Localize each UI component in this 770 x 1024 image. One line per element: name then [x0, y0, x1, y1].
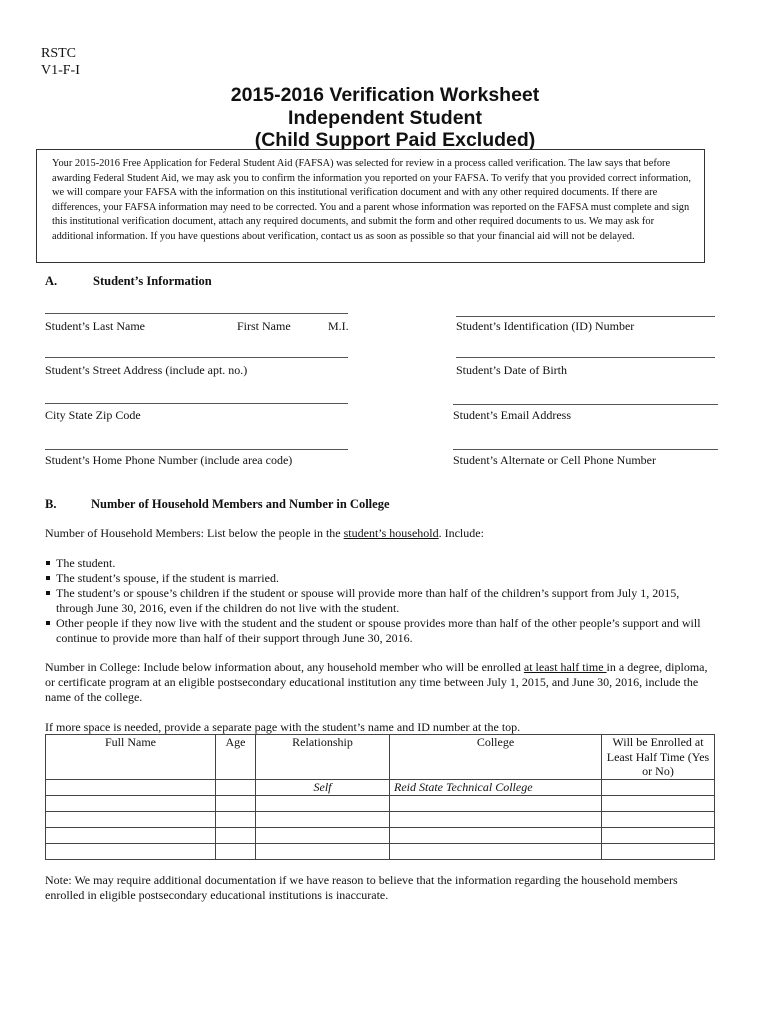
cell-relationship[interactable] — [256, 812, 390, 828]
first-name-label: First Name — [237, 319, 291, 333]
number-in-college-text — [45, 660, 715, 705]
table-row — [46, 828, 715, 844]
college-text-post: in a degree, diploma, or certificate program at an eligible postsecondary educational institution any time between July 1, 2015, and June 30, 2016, include the name of the college. — [45, 660, 708, 704]
table-row — [46, 780, 715, 796]
cell-full-name[interactable] — [46, 812, 216, 828]
cell-college[interactable]: Reid State Technical College — [390, 780, 602, 796]
dob-line[interactable] — [456, 357, 715, 358]
list-item: The student’s spouse, if the student is married. — [45, 571, 715, 586]
cell-enrolled[interactable] — [602, 828, 715, 844]
verification-notice-text: Your 2015-2016 Free Application for Federal Student Aid (FAFSA) was selected for review in a process called verification. The law says that before awarding Federal Student Aid, we may ask you to confirm the information you reported on your FAFSA. To verify that you provided correct information, we will compare your FAFSA with the information on this institutional verification document and with any other required documents. If there are differences, your FAFSA information may need to be corrected. You and a parent whose information was reported on the FAFSA must complete and sign this institutional verification document, attach any required documents, and submit the form and other required documents to us. We may ask for additional information. If you have questions about verification, contact us as soon as possible so that your financial aid will not be delayed. — [52, 158, 691, 242]
cell-relationship[interactable]: Self — [256, 780, 390, 796]
title-child-support: (Child Support Paid Excluded) — [254, 129, 536, 151]
title-student-type: Independent Student — [288, 107, 482, 129]
cell-college[interactable] — [390, 828, 602, 844]
verification-notice-box — [36, 149, 705, 263]
email-label: Student’s Email Address — [453, 408, 571, 422]
section-b-title: Number of Household Members and Number in College — [91, 497, 390, 511]
street-address-line[interactable] — [45, 357, 348, 358]
cell-full-name[interactable] — [46, 844, 216, 860]
cell-relationship[interactable] — [256, 844, 390, 860]
cell-relationship[interactable] — [256, 796, 390, 812]
cell-age[interactable] — [216, 796, 256, 812]
cell-enrolled[interactable] — [602, 796, 715, 812]
section-a-title: Student’s Information — [93, 274, 212, 288]
cell-relationship[interactable] — [256, 828, 390, 844]
footer-note: Note: We may require additional documentation if we have reason to believe that the information regarding the household members enrolled in eligible postsecondary educational institutions is inaccurate. — [45, 873, 678, 902]
cell-enrolled[interactable] — [602, 812, 715, 828]
header-enrolled: Will be Enrolled at Least Half Time (Yes or No) — [602, 735, 715, 780]
table-row — [46, 812, 715, 828]
home-phone-line[interactable] — [45, 449, 348, 450]
home-phone-label: Student’s Home Phone Number (include area code) — [45, 453, 293, 467]
list-item: Other people if they now live with the student and the student or spouse provides more than half of the other people’s support and will continue to provide more than half of their support through June 30, 2016. — [45, 616, 715, 646]
household-bullet-list — [45, 556, 715, 646]
list-item: The student’s or spouse’s children if the student or spouse will provide more than half of the children’s support from July 1, 2015, through June 30, 2016, even if the children do not live with the student. — [45, 586, 715, 616]
header-full-name: Full Name — [46, 735, 216, 780]
list-item: The student. — [45, 556, 715, 571]
student-id-line[interactable] — [456, 316, 715, 317]
table-row — [46, 796, 715, 812]
table-row — [46, 844, 715, 860]
cell-age[interactable] — [216, 812, 256, 828]
household-table — [45, 734, 715, 860]
space-note: If more space is needed, provide a separate page with the student’s name and ID number at the top. — [45, 720, 521, 734]
cell-age[interactable] — [216, 828, 256, 844]
cell-college[interactable] — [390, 812, 602, 828]
student-id-label: Student’s Identification (ID) Number — [456, 319, 635, 333]
section-b-letter: B. — [45, 497, 57, 511]
alt-phone-label: Student’s Alternate or Cell Phone Number — [453, 453, 656, 467]
city-state-zip-line[interactable] — [45, 403, 348, 404]
cell-full-name[interactable] — [46, 828, 216, 844]
header-college: College — [390, 735, 602, 780]
cell-age[interactable] — [216, 780, 256, 796]
college-text-pre: Number in College: Include below information about, any household member who will be enrolled — [45, 660, 524, 674]
household-intro-pre: Number of Household Members: List below the people in the — [45, 526, 344, 540]
college-text-underline: at least half time — [523, 660, 607, 674]
last-name-line[interactable] — [45, 313, 348, 314]
cell-enrolled[interactable] — [602, 844, 715, 860]
section-a-letter: A. — [45, 274, 58, 288]
household-intro-link: student’s household — [343, 526, 439, 540]
cell-enrolled[interactable] — [602, 780, 715, 796]
cell-college[interactable] — [390, 796, 602, 812]
form-code-rstc: RSTC — [41, 46, 77, 61]
header-age: Age — [216, 735, 256, 780]
last-name-label: Student’s Last Name — [45, 319, 145, 333]
cell-age[interactable] — [216, 844, 256, 860]
table-header-row — [46, 735, 715, 780]
cell-full-name[interactable] — [46, 796, 216, 812]
title-worksheet: 2015-2016 Verification Worksheet — [230, 84, 540, 106]
cell-full-name[interactable] — [46, 780, 216, 796]
cell-college[interactable] — [390, 844, 602, 860]
email-line[interactable] — [453, 404, 718, 405]
mi-label: M.I. — [328, 319, 349, 333]
city-state-zip-label: City State Zip Code — [45, 408, 141, 422]
alt-phone-line[interactable] — [453, 449, 718, 450]
street-address-label: Student’s Street Address (include apt. no.) — [45, 363, 248, 377]
dob-label: Student’s Date of Birth — [456, 363, 567, 377]
form-code-version: V1-F-I — [41, 63, 80, 78]
household-intro — [45, 526, 725, 541]
household-intro-post: . Include: — [438, 526, 484, 540]
header-relationship: Relationship — [256, 735, 390, 780]
